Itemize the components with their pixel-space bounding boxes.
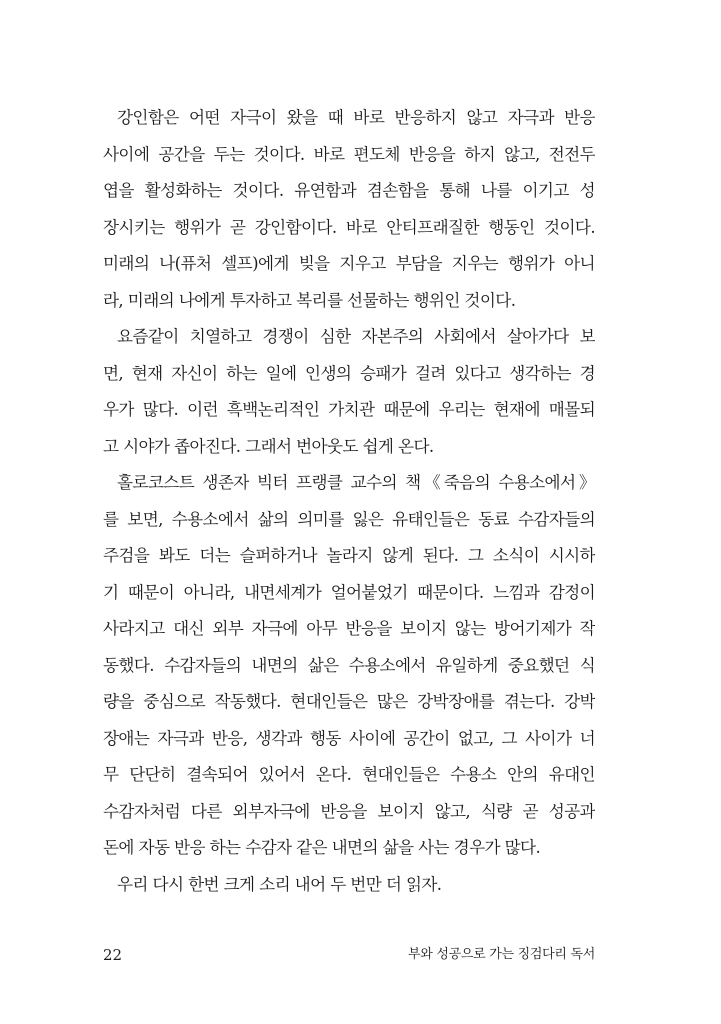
text-line: 홀로코스트 생존자 빅터 프랭클 교수의 책《죽음의 수용소에서》 — [117, 473, 595, 492]
text-line: 우리 다시 한번 크게 소리 내어 두 번만 더 읽자. — [117, 874, 442, 894]
text-line: 엽을 활성화하는 것이다. 유연함과 겸손함을 통해 나를 이기고 성 — [103, 181, 595, 200]
text-line: 우가 많다. 이런 흑백논리적인 가치관 때문에 우리는 현재에 매몰되 — [103, 400, 595, 419]
text-line: 기 때문이 아니라, 내면세계가 얼어붙었기 때문이다. 느낌과 감정이 — [103, 582, 595, 602]
text-line: 무 단단히 결속되어 있어서 온다. 현대인들은 수용소 안의 유대인 — [103, 765, 595, 784]
text-line: 수감자처럼 다른 외부자극에 반응을 보이지 않고, 식량 곧 성공과 — [103, 801, 595, 821]
text-line: 면, 현재 자신이 하는 일에 인생의 승패가 걸려 있다고 생각하는 경 — [103, 363, 595, 383]
text-line: 미래의 나(퓨처 셀프)에게 빚을 지우고 부담을 지우는 행위가 아니 — [103, 254, 595, 273]
page-footer — [103, 943, 595, 967]
text-line: 사이에 공간을 두는 것이다. 바로 편도체 반응을 하지 않고, 전전두 — [103, 144, 595, 164]
text-line: 사라지고 대신 외부 자극에 아무 반응을 보이지 않는 방어기제가 작 — [103, 619, 595, 638]
running-title: 부와 성공으로 가는 징검다리 독서 — [408, 947, 595, 962]
text-line: 동했다. 수감자들의 내면의 삶은 수용소에서 유일하게 중요했던 식 — [103, 655, 595, 675]
text-line: 라, 미래의 나에게 투자하고 복리를 선물하는 행위인 것이다. — [103, 290, 516, 310]
text-line: 강인함은 어떤 자극이 왔을 때 바로 반응하지 않고 자극과 반응 — [117, 108, 595, 127]
text-line: 장시키는 행위가 곧 강인함이다. 바로 안티프래질한 행동인 것이다. — [103, 217, 595, 237]
page-number: 22 — [103, 946, 123, 964]
body-text — [103, 100, 595, 903]
text-line: 주검을 봐도 더는 슬퍼하거나 놀라지 않게 된다. 그 소식이 시시하 — [103, 546, 595, 565]
text-line: 장애는 자극과 반응, 생각과 행동 사이에 공간이 없고, 그 사이가 너 — [103, 728, 595, 748]
text-line: 돈에 자동 반응 하는 수감자 같은 내면의 삶을 사는 경우가 많다. — [103, 838, 541, 857]
text-line: 고 시야가 좁아진다. 그래서 번아웃도 쉽게 온다. — [103, 436, 434, 456]
text-line: 를 보면, 수용소에서 삶의 의미를 잃은 유태인들은 동료 수감자들의 — [103, 509, 595, 529]
text-line: 요즘같이 치열하고 경쟁이 심한 자본주의 사회에서 살아가다 보 — [117, 327, 595, 346]
text-line: 량을 중심으로 작동했다. 현대인들은 많은 강박장애를 겪는다. 강박 — [103, 692, 595, 711]
